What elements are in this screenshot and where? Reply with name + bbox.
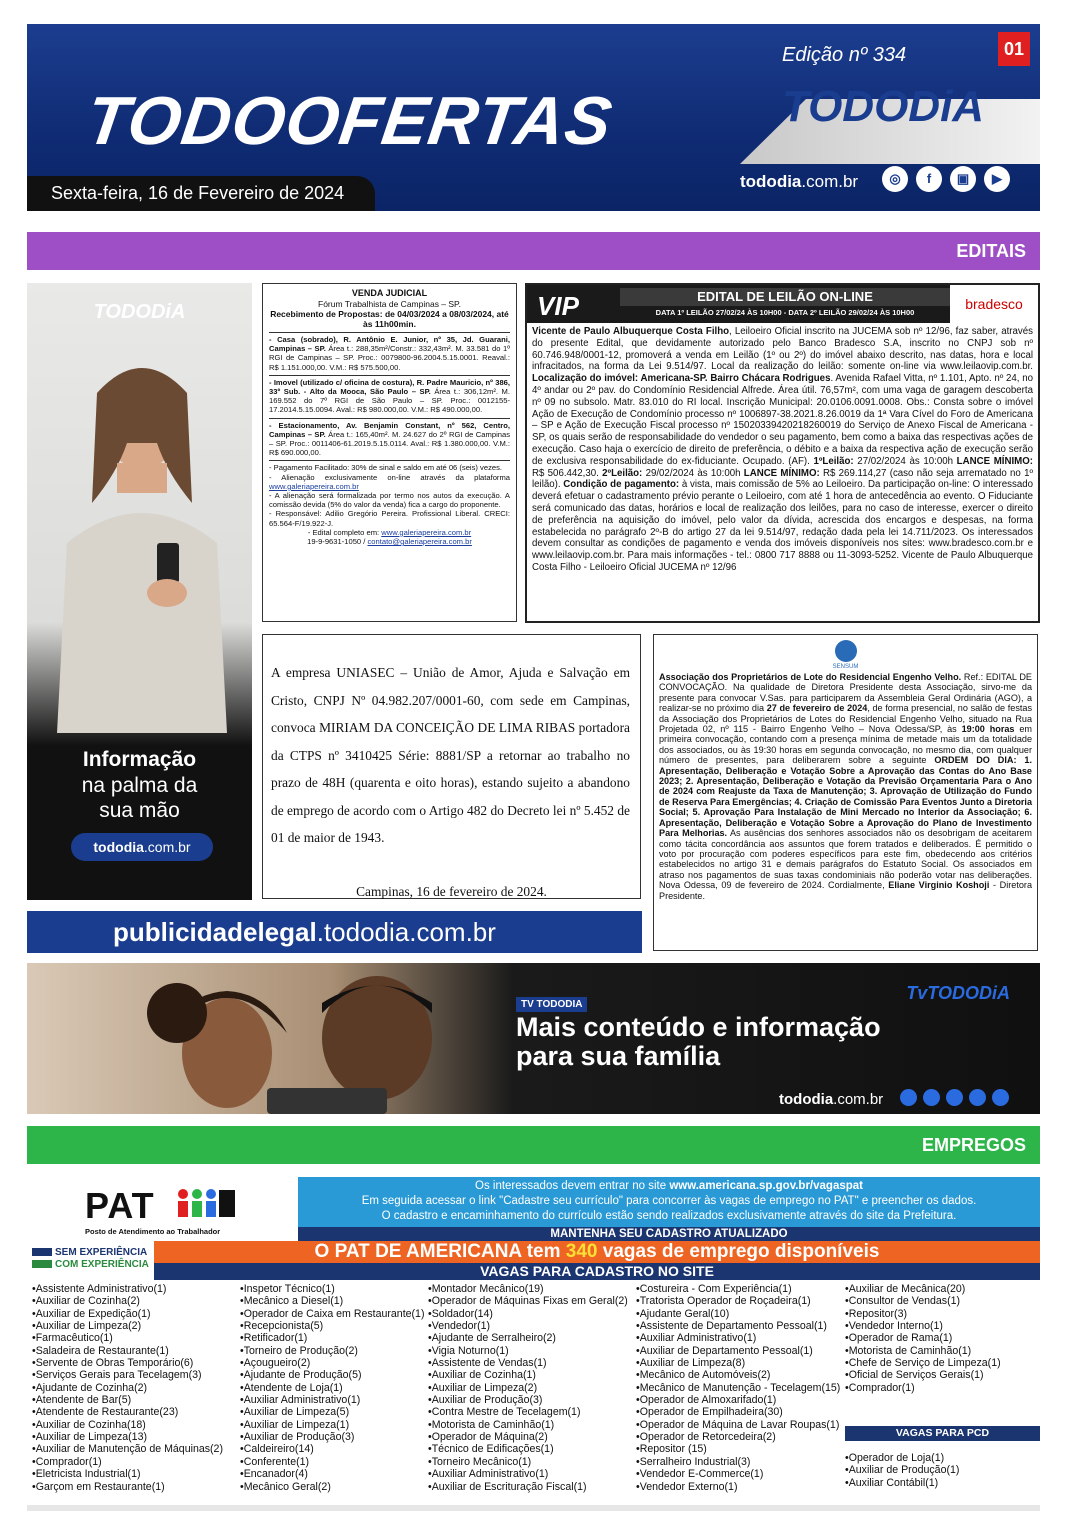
job-item: •Auxiliar de Limpeza(13) [32,1431,147,1444]
facebook-icon[interactable] [946,1089,963,1106]
job-item: •Auxiliar de Produção(1) [845,1464,960,1477]
edition-number: Edição nº 334 [782,44,907,66]
job-item: •Torneiro de Produção(2) [240,1344,358,1357]
job-item: •Inspetor Técnico(1) [240,1283,335,1295]
job-item: •Vendedor E-Commerce(1) [636,1468,764,1481]
job-item: •Recepcionista(5) [240,1320,324,1333]
job-item: •Caldeireiro(14) [240,1443,314,1456]
publication-date: Sexta-feira, 16 de Fevereiro de 2024 [27,176,375,211]
job-item: •Farmacêutico(1) [32,1332,113,1345]
job-item: •Operador de Rama(1) [845,1332,953,1345]
job-item: •Mecânico de Automóveis(2) [636,1369,771,1382]
job-item: •Ajudante de Cozinha(2) [32,1381,148,1394]
venda-lot-2: - Imovel (utilizado c/ oficina de costura), R. Padre Mauricio, nº 386, 33º Sub. - Alto da Mooca, São Paulo – SP. Área t.: 306,12m². M. 169.552 do 7º RGI de São Paulo – SP. Proc.: 0012155-17.2014.5.15.0094. Aval.: R$ 980.000,00. V.M.: R$ 490.000,00. [269,375,510,415]
leilao-header [527,285,1038,323]
pcd-job-list [845,1452,959,1489]
ad-site-pill[interactable]: tododia.com.br [71,833,213,861]
ad-logo: TODODiA [93,301,186,323]
associacao-body: Associação dos Proprietários de Lote do Residencial Engenho Velho. Ref.: EDITAL DE CONVOCAÇÃO. Na qualidade de Diretora Presidente desta Associação, sirvo-me da presente para convocar V.Sas. para participarem da Assembleia Geral Ordinária (AGO), a realizar-se no próximo dia 27 de fevereiro de 2024, de forma presencial, no salão de festas da Associação dos Proprietários de Lotes do Residencial Engenho Velho, situado na Rua Projetada 02, nº 115 - Bairro Engenho Velho – Nova Odessa/SP, às 19:00 horas em primeira convocação, contando com a presença mínima de metade mais um da totalidade dos associados, ou às 19:30 horas em segunda convocação, no mesmo dia, com qualquer número de presentes, para deliberarem sobre a seguinte ORDEM DO DIA: 1. Apresentação, Deliberação e Votação Sobre a Aprovação das Contas do Ano Base 2023; 2. Apresentação, Deliberação e Votação da Previsão Orçamentaria Para o Ano de 2024 com Reajuste da Taxa de Manutenção; 3. Aprovação de Utilização do Fundo de Reserva Para Emergências; 4. Criação de Comissão Para Eventos Junto a Diretoria Social; 5. Aprovação Para Instalação de Mini Mercado no Interior da Associação; 6. Apresentação, Deliberação e Votação Sobre a Aprovação do Plano de Investimento Para Melhorias. As ausências dos senhores associados não os desobrigam de aceitarem como tácita concordância aos assuntos que forem tratados e deliberados. É permitido o voto por procuração com poderes específicos para este fim, obedecendo aos critérios estabelecidos no artigo 31 e demais parágrafos do Estatuto Social. Os associados em atraso nos pagamentos de suas taxas condominiais não poderão votar nas deliberações. Nova Odessa, 09 de fevereiro de 2024. Cordialmente, Eliane Virginio Koshoji - Diretora Presidente. [659,672,1033,901]
leilao-title: EDITAL DE LEILÃO ON-LINE [620,288,950,306]
galeria-link[interactable]: www.galeriapereira.com.br [269,481,359,491]
site-link[interactable]: tododia.com.br [740,172,859,191]
venda-forum: Fórum Trabalhista de Campinas – SP. [318,299,461,309]
venda-lot-3: - Estacionamento, Av. Benjamin Constant, nº 562, Centro, Campinas – SP. Área t.: 165,40m². M. 24.627 do 2º RGI de Campinas – SP. Proc.: 0011406-61.2019.5.15.0114. Aval.: R$ 1.380.000,00. V.M.: R$ 690.000,00. [269,418,510,458]
job-column-4 [636,1283,840,1493]
job-item: •Auxiliar de Manutenção de Máquinas(2) [32,1443,223,1456]
job-item: •Motorista de Caminhão(1) [845,1344,972,1357]
job-item: •Auxiliar Administrativo(1) [636,1332,757,1345]
venda-recebimento: Recebimento de Propostas: de 04/03/2024 a 08/03/2024, até às 11h00min. [270,309,509,329]
job-item: •Oficial de Serviços Gerais(1) [845,1369,984,1382]
bradesco-logo: bradesco [950,285,1038,323]
job-column-5 [845,1283,1001,1394]
job-item: •Ajudante de Serralheiro(2) [428,1332,556,1345]
job-item: •Ajudante Geral(10) [636,1307,730,1320]
job-item: •Auxiliar de Departamento Pessoal(1) [636,1344,813,1357]
job-item: •Auxiliar de Limpeza(1) [240,1418,350,1431]
venda-judicial-notice [262,283,517,622]
tv-site-link[interactable]: tododia.com.br [779,1091,884,1108]
job-item: •Serviços Gerais para Tecelagem(3) [32,1369,202,1382]
job-column-1 [32,1283,223,1493]
pat-mantenha-bar: MANTENHA SEU CADASTRO ATUALIZADO [298,1227,1040,1241]
facebook-icon[interactable]: f [916,166,942,192]
job-item: •Soldador(14) [428,1307,493,1320]
job-item: •Operador de Empilhadeira(30) [636,1406,783,1419]
job-item: •Auxiliar de Produção(3) [428,1394,543,1407]
job-item: •Torneiro Mecânico(1) [428,1455,532,1468]
job-item: •Comprador(1) [32,1455,102,1468]
job-item: •Retificador(1) [240,1332,308,1345]
tv-icon[interactable]: ▣ [950,166,976,192]
leilao-dates: DATA 1º LEILÃO 27/02/24 ÀS 10H00 - DATA 2º LEILÃO 29/02/24 ÀS 10H00 [655,308,915,317]
job-item: •Auxiliar de Limpeza(8) [636,1357,746,1370]
job-item: •Eletricista Industrial(1) [32,1468,141,1481]
job-item: •Operador de Almoxarifado(1) [636,1394,777,1407]
job-item: •Operador de Loja(1) [845,1452,945,1464]
job-item: •Saladeira de Restaurante(1) [32,1344,169,1357]
job-item: •Auxiliar de Cozinha(18) [32,1418,146,1431]
job-item: •Assistente Administrativo(1) [32,1283,167,1295]
job-item: •Vigia Noturno(1) [428,1344,509,1357]
uniasec-notice [262,634,641,899]
tv-icon[interactable] [900,1089,917,1106]
job-item: •Auxiliar de Cozinha(1) [428,1369,536,1382]
uniasec-text: A empresa UNIASEC – União de Amor, Ajuda e Salvação em Cristo, CNPJ Nº 04.982.207/0001-60, com sede em Campinas, convoca MIRIAM DA CONCEIÇÃO DE LIMA RIBAS portadora da CTPS nº 3410425 Série: 8881/SP a retornar ao trabalho no prazo de 48H (quarenta e oito horas), estando sujeito a abandono de emprego de acordo com o Artigo 482 do Decreto lei nº 5.452 de 01 de maior de 1943. [271,665,630,845]
pat-headline: O PAT DE AMERICANA tem 340 vagas de emprego disponíveis [154,1241,1040,1263]
job-item: •Mecânico de Manutenção - Tecelagem(15) [636,1381,841,1394]
legend-sem-experiencia: SEM EXPERIÊNCIA [32,1247,152,1259]
job-item: •Mecânico Geral(2) [240,1480,331,1493]
job-column-3 [428,1283,628,1493]
job-item: •Auxiliar de Limpeza(2) [32,1320,142,1333]
job-item: •Consultor de Vendas(1) [845,1295,961,1308]
legend-com-experiencia: COM EXPERIÊNCIA [32,1259,152,1271]
job-item: •Vendedor Externo(1) [636,1480,738,1493]
job-item: •Encanador(4) [240,1468,308,1481]
job-item: •Vendedor(1) [428,1320,491,1333]
youtube-icon[interactable]: ▶ [984,166,1010,192]
edital-link[interactable]: www.galeriapereira.com.br [381,527,472,537]
mail-icon[interactable] [969,1089,986,1106]
job-item: •Atendente de Loja(1) [240,1381,343,1394]
job-item: •Repositor(3) [845,1307,907,1320]
job-item: •Açougueiro(2) [240,1357,311,1370]
job-item: •Montador Mecânico(19) [428,1283,544,1295]
bottom-divider [27,1505,1040,1511]
job-item: •Assistente de Departamento Pessoal(1) [636,1320,827,1333]
job-item: •Costureira - Com Experiência(1) [636,1283,792,1295]
venda-conditions: - Pagamento Facilitado: 30% de sinal e saldo em até 06 (seis) vezes. - Alienação exclusivamente on-line através da plataforma www.galeriapereira.com.br - A alienação será formalizada por termo nos autos da execução. A comissão devida (5% do valor da venda) fica a cargo do proponente. - Responsável: Adilio Gregório Pereira. Profissional Liberal. CRECI: 65.564-F/19.922-J. - Edital completo em: www.galeriapereira.com.br 19-9-9631-1050 / contato@galeriapereira.com.br [269,460,510,546]
pat-logo: PAT Posto de Atendimento ao Trabalhador [85,1185,245,1235]
job-item: •Auxiliar de Limpeza(2) [428,1381,538,1394]
job-item: •Garçom em Restaurante(1) [32,1480,165,1493]
job-item: •Ajudante de Produção(5) [240,1369,362,1382]
leilao-notice [525,283,1040,623]
tv-tododia-logo: TvTODODiA [906,983,1010,1003]
job-item: •Operador de Máquina de Lavar Roupas(1) [636,1418,840,1431]
job-item: •Operador de Caixa em Restaurante(1) [240,1307,425,1320]
tv-tododia-banner[interactable] [27,963,1040,1114]
job-column-2 [240,1283,424,1493]
publicidade-legal-banner[interactable]: publicidadelegal.tododia.com.br [27,911,642,953]
job-item: •Auxiliar de Limpeza(5) [240,1406,350,1419]
tv-headline: Mais conteúdo e informação para sua família [516,1012,881,1071]
job-item: •Técnico de Edificações(1) [428,1443,554,1456]
tododia-logo: TODODiA [782,82,985,131]
venda-lot-1: - Casa (sobrado), R. Antônio E. Junior, nº 35, Jd. Guarani, Campinas – SP. Área t.: 288,35m²/Constr.: 332,43m². M. 33.581 do 1º RGI de Campinas – SP. Proc.: 0079800-96.2004.5.15.0001. Reaval.: R$ 1.151.000,00. V.M.: R$ 575.500,00. [269,332,510,372]
job-item: •Auxiliar de Cozinha(2) [32,1295,140,1308]
pat-vagas-bar: VAGAS PARA CADASTRO NO SITE [154,1263,1040,1280]
job-item: •Operador de Retorcedeira(2) [636,1431,776,1444]
job-item: •Vendedor Interno(1) [845,1320,943,1333]
venda-title: VENDA JUDICIAL [351,288,428,298]
empregos-section-bar: EMPREGOS [27,1126,1040,1164]
job-item: •Servente de Obras Temporário(6) [32,1357,194,1370]
woman-with-phone-photo [57,353,227,733]
leilao-vip-logo: VIP [537,291,579,321]
pat-info-box: Os interessados devem entrar no site www.americana.sp.gov.br/vagaspat Em seguida acessar o link "Cadastre seu currículo" para concorrer às vagas de emprego no PAT" e preencher os dados. O cadastro e encaminhamento do currículo estão sendo realizados exclusivamente através do site da Prefeitura. [298,1177,1040,1227]
ad-headline-1: Informação [82,748,197,771]
job-item: •Auxiliar Contábil(1) [845,1476,939,1489]
instagram-icon[interactable] [923,1089,940,1106]
job-item: •Contra Mestre de Tecelagem(1) [428,1406,581,1419]
uniasec-signature: Campinas, 16 de fevereiro de 2024. [356,884,547,899]
job-item: •Auxiliar Administrativo(1) [240,1394,361,1407]
youtube-icon[interactable] [992,1089,1009,1106]
job-item: •Auxiliar de Mecânica(20) [845,1283,966,1295]
father-daughter-photo [117,973,497,1114]
job-item: •Auxiliar de Expedição(1) [32,1307,151,1320]
pcd-heading: VAGAS PARA PCD [845,1426,1040,1441]
job-item: •Atendente de Bar(5) [32,1394,132,1407]
job-item: •Motorista de Caminhão(1) [428,1418,555,1431]
building-icon [835,640,857,662]
job-item: •Atendente de Restaurante(23) [32,1406,179,1419]
leilao-body: Vicente de Paulo Albuquerque Costa Filho, Leiloeiro Oficial inscrito na JUCEMA sob nº 12/96, faz saber, através do presente Edital, que devidamente autorizado pelo Banco Bradesco S.A, inscrito no CNPJ sob nº 60.746.948/0001-12, promoverá a venda em Leilão (1º ou 2º) do imóvel abaixo descrito, nas datas, hora e local infracitados, na forma da Lei 9.514/97. Local da realização do leilão: somente on-line via www.leilaovip.com.br. Localização do imóvel: Americana-SP. Bairro Chácara Rodrigues. Avenida Rafael Vitta, nº 1.101, Apto. nº 24, no 4º andar ou 2º pav. do Condomínio Residencial Alfrede. Área útil. 76,57m², com uma vaga de garagem descoberta nº 09 no subsolo. Matr. 83.010 do RI local. Inscrição Municipal: 20.0106.0091.0008. Obs.: Consta sobre o imóvel Ação de Execução de Condomínio processo nº 1006897-38.2021.8.26.0019 da 1ª Vara Cível do Foro de Americana – SP e Ação de Execução Fiscal processo nº 15020339420218260019 do Serviço de Anexo Fiscal de Americana -SP, os quais serão de responsabilidade do vendedor o seu pagamento, bem como a baixa das respectivas ações de execução. Caso haja o exercício de direito de preferência, o débito e a baixa da respectiva ação de execução serão de exclusiva responsabilidade do ex-fiduciante. Ocupado. (AF). 1ºLeilão: 27/02/2024 às 10:00h LANCE MÍNIMO: R$ 506.442,30. 2ºLeilão: 29/02/2024 às 10:00h LANCE MÍNIMO: R$ 269.114,27 (caso não seja arrematado no 1º leilão). Condição de pagamento: à vista, mais comissão de 5% ao Leiloeiro. Da participação on-line: O interessado deverá efetuar o cadastramento prévio perante o Leiloeiro, com até 1 hora de antecedência ao evento. O Fiduciante será comunicado das datas, horários e local de realização dos leilões, para no caso de interesse, exercer o direito de preferência na aquisição do imóvel, pelo valor da dívida, acrescida dos encargos e despesas, na forma estabelecida no parágrafo 2º-B do artigo 27 da lei 9.514/97, redação dada pela lei 14.711/2023. Os interessados devem consultar as condições de pagamento e venda dos imóveis disponíveis nos sites: www.bradesco.com.br e www.leilaovip.com.br. Para mais informações - tel.: 0800 717 8888 ou 11-3093-5252. Vicente de Paulo Albuquerque Costa Filho - Leiloeiro Oficial JUCEMA nº 12/96 [532,326,1033,573]
ad-headline-2: na palma da sua mão [81,774,198,822]
job-item: •Auxiliar Administrativo(1) [428,1468,549,1481]
todoofertas-logo: TODOOFERTAS [81,83,618,159]
job-item: •Serralheiro Industrial(3) [636,1455,751,1468]
sensum-logo: SENSUM [659,638,1032,672]
job-item: •Operador de Máquina(2) [428,1431,548,1444]
job-item: •Auxiliar de Escrituração Fiscal(1) [428,1480,587,1493]
job-item: •Mecânico a Diesel(1) [240,1295,344,1308]
job-item: •Conferente(1) [240,1455,310,1468]
instagram-icon[interactable]: ◎ [882,166,908,192]
job-item: •Operador de Máquinas Fixas em Geral(2) [428,1295,628,1308]
job-item: •Assistente de Vendas(1) [428,1357,547,1370]
job-item: •Auxiliar de Produção(3) [240,1431,355,1444]
associacao-notice [653,634,1038,951]
pat-people-icon [175,1187,235,1219]
job-item: •Comprador(1) [845,1381,915,1394]
masthead [27,24,1040,211]
job-item: •Repositor (15) [636,1443,707,1456]
job-item: •Tratorista Operador de Roçadeira(1) [636,1295,811,1308]
job-item: •Chefe de Serviço de Limpeza(1) [845,1357,1001,1370]
tv-tag: TV TODODIA [516,997,587,1012]
editais-section-bar: EDITAIS [27,232,1040,270]
vagaspat-link[interactable]: www.americana.sp.gov.br/vagaspat [669,1180,863,1192]
page-number: 01 [998,32,1030,66]
contato-email-link[interactable]: contato@galeriapereira.com.br [367,537,472,547]
tododia-ad[interactable] [27,283,252,900]
